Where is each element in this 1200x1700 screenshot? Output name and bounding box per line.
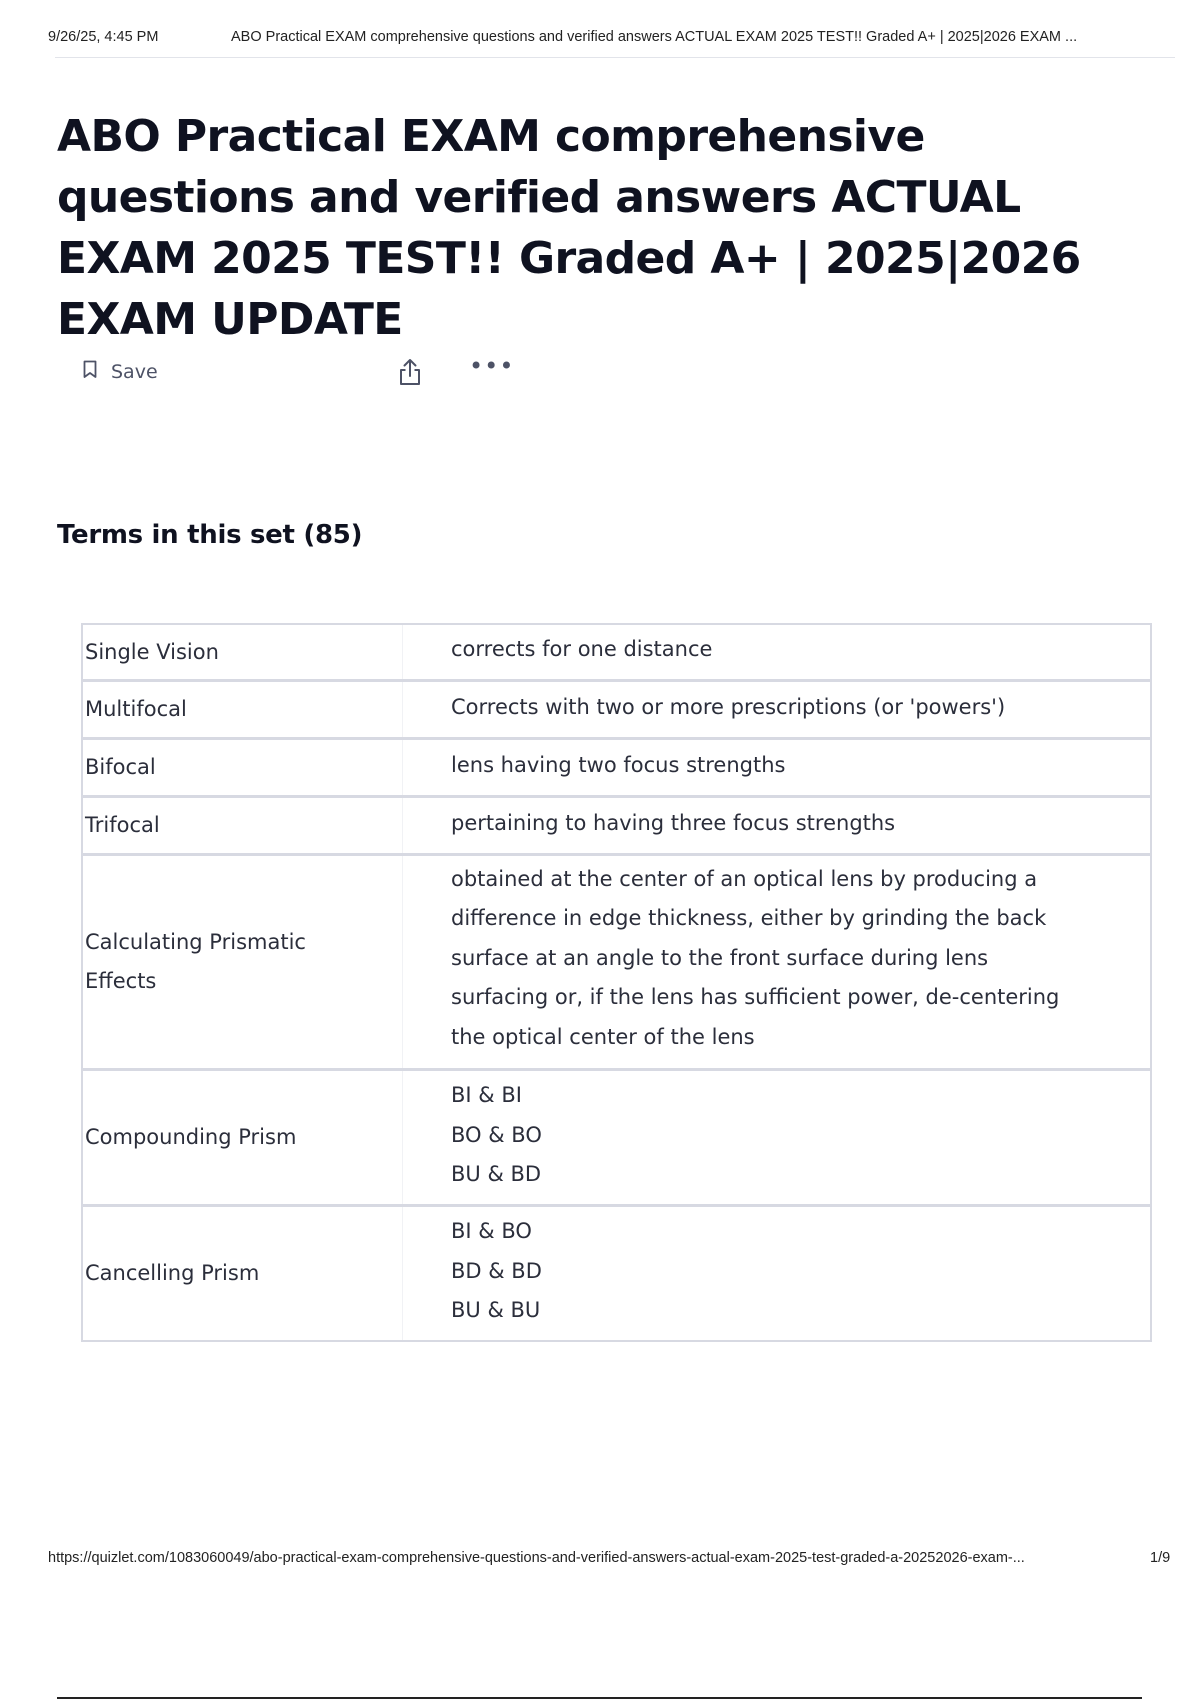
definition-line: lens having two focus strengths: [451, 752, 786, 777]
definition-line: BU & BD: [451, 1162, 542, 1187]
print-datetime: 9/26/25, 4:45 PM: [48, 29, 159, 45]
term-cell: Single Vision: [83, 625, 403, 679]
definition-line: BU & BU: [451, 1298, 541, 1323]
term-row[interactable]: [83, 853, 1150, 1068]
share-button[interactable]: [397, 357, 423, 391]
term-cell: Calculating Prismatic Effects: [83, 856, 403, 1068]
definition-line: Corrects with two or more prescriptions (or 'powers'): [451, 694, 1006, 719]
definition-line: corrects for one distance: [451, 637, 713, 662]
definition-line: obtained at the center of an optical lens by producing a difference in edge thickness, either by grinding the back surface at an angle to the front surface during lens surfacing or, if the lens has sufficient power, de-centering the optical center of the lens: [451, 866, 1060, 1049]
more-options-button[interactable]: [469, 352, 514, 380]
definition-cell: [403, 625, 1150, 679]
print-doc-title: ABO Practical EXAM comprehensive questions and verified answers ACTUAL EXAM 2025 TEST!! Graded A+ | 2025|2026 EXAM ...: [231, 29, 1078, 45]
print-header: [48, 29, 1176, 45]
definition-line: BI & BI: [451, 1083, 522, 1108]
definition-line: BO & BO: [451, 1122, 542, 1147]
term-cell: Trifocal: [83, 798, 403, 853]
term-cell: Compounding Prism: [83, 1071, 403, 1204]
term-row[interactable]: [83, 1204, 1150, 1340]
definition-cell: [403, 856, 1150, 1068]
term-row[interactable]: [83, 737, 1150, 795]
print-url: https://quizlet.com/1083060049/abo-practical-exam-comprehensive-questions-and-verified-answers-actual-exam-2025-test-graded-a-20252026-exam-...: [48, 1550, 1025, 1566]
definition-cell: [403, 740, 1150, 795]
save-label: Save: [111, 361, 158, 383]
definition-line: BI & BO: [451, 1219, 532, 1244]
term-row[interactable]: [83, 679, 1150, 737]
term-cell: Cancelling Prism: [83, 1207, 403, 1340]
bottom-divider: [57, 1697, 1142, 1699]
definition-line: pertaining to having three focus strengths: [451, 810, 896, 835]
definition-cell: [403, 682, 1150, 737]
term-row[interactable]: [83, 625, 1150, 679]
term-cell: Bifocal: [83, 740, 403, 795]
more-icon: •••: [469, 352, 515, 380]
page-title: ABO Practical EXAM comprehensive questions and verified answers ACTUAL EXAM 2025 TEST!! Graded A+ | 2025|2026 EXAM UPDATE: [57, 111, 1081, 345]
share-icon: [397, 372, 423, 391]
term-row[interactable]: [83, 1068, 1150, 1204]
save-button[interactable]: [83, 360, 158, 384]
print-footer: [48, 1550, 1188, 1566]
bookmark-icon: [83, 360, 111, 384]
terms-count-heading: Terms in this set (85): [57, 520, 363, 550]
definition-cell: [403, 1071, 1150, 1204]
definition-line: BD & BD: [451, 1258, 542, 1283]
term-cell: Multifocal: [83, 682, 403, 737]
terms-table: [81, 623, 1152, 1342]
definition-cell: [403, 1207, 1150, 1340]
header-divider: [55, 57, 1175, 58]
term-row[interactable]: [83, 795, 1150, 853]
page-number: 1/9: [1150, 1550, 1171, 1566]
definition-cell: [403, 798, 1150, 853]
